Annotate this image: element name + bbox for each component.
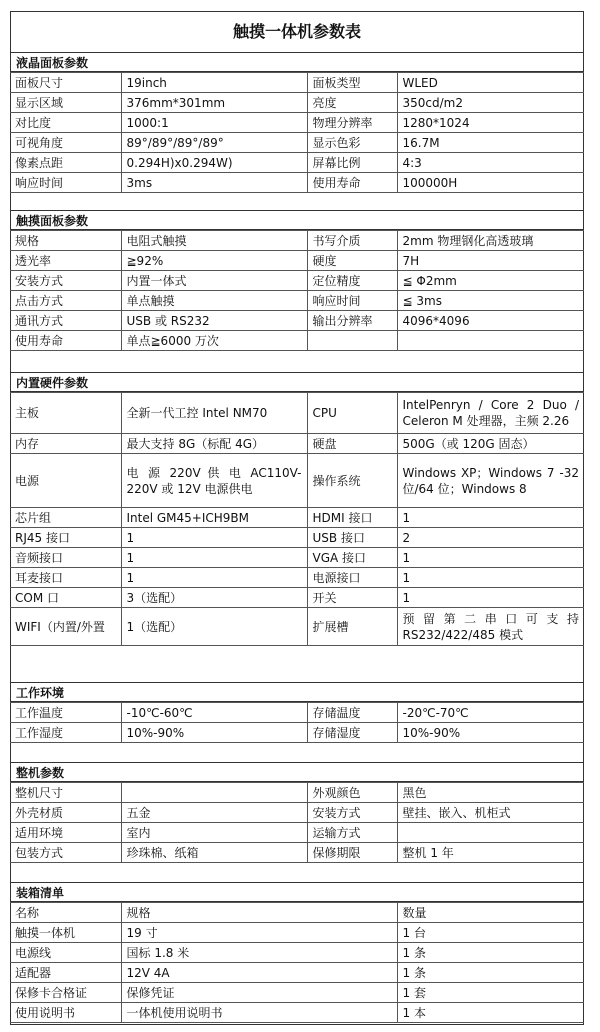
param-value-cell: 电阻式触摸 [121,231,307,251]
table-row [10,454,584,508]
param-label-cell: 点击方式 [10,291,121,311]
param-value-cell: 室内 [121,823,307,843]
param-label-cell: 存储湿度 [307,723,397,743]
param-value-cell: 黑色 [397,783,584,803]
param-label-cell: 定位精度 [307,271,397,291]
param-label-cell: 开关 [307,588,397,608]
param-label-cell: 输出分辨率 [307,311,397,331]
param-label-cell: HDMI 接口 [307,508,397,528]
item-qty-cell: 数量 [397,903,584,923]
param-value-cell: 1 [397,548,584,568]
table-row [10,943,584,963]
param-value-cell: ≦ Φ2mm [397,271,584,291]
param-value-cell: 3ms [121,173,307,193]
item-qty-cell: 1 本 [397,1003,584,1023]
param-value-cell: WLED [397,73,584,93]
param-label-cell: 显示色彩 [307,133,397,153]
spec-table [10,72,584,193]
table-row [10,588,584,608]
table-row [10,251,584,271]
param-value-cell: 电 源 220V 供 电 AC110V-220V 或 12V 电源供电 [121,454,307,508]
table-row [10,331,584,351]
param-label-cell: 音频接口 [10,548,121,568]
table-row [10,93,584,113]
spec-table [10,392,584,646]
param-label-cell: WIFI（内置/外置 [10,608,121,646]
param-label-cell: 响应时间 [307,291,397,311]
param-label-cell: 电源接口 [307,568,397,588]
param-label-cell: 存储温度 [307,703,397,723]
item-qty-cell: 1 条 [397,963,584,983]
param-label-cell: 屏幕比例 [307,153,397,173]
section-hardware [10,372,584,646]
param-label-cell: 包装方式 [10,843,121,863]
param-label-cell: 工作温度 [10,703,121,723]
param-value-cell: 19inch [121,73,307,93]
section-environment [10,682,584,743]
param-value-cell: 376mm*301mm [121,93,307,113]
param-label-cell: CPU [307,393,397,434]
param-value-cell: 16.7M [397,133,584,153]
param-label-cell: 规格 [10,231,121,251]
param-label-cell: 运输方式 [307,823,397,843]
param-value-cell: 100000H [397,173,584,193]
packing-table [10,902,584,1023]
param-label-cell: 硬盘 [307,434,397,454]
param-label-cell: 扩展槽 [307,608,397,646]
item-qty-cell: 1 套 [397,983,584,1003]
param-label-cell: 安装方式 [10,271,121,291]
param-label-cell: 显示区域 [10,93,121,113]
param-value-cell: 10%-90% [121,723,307,743]
section-heading: 液晶面板参数 [10,52,584,72]
param-label-cell: 透光率 [10,251,121,271]
sheet-title: 触摸一体机参数表 [232,22,361,41]
param-value-cell: 1 [397,508,584,528]
param-label-cell: 外观颜色 [307,783,397,803]
param-label-cell: 使用寿命 [307,173,397,193]
param-label-cell: 亮度 [307,93,397,113]
table-row [10,434,584,454]
param-value-cell: 壁挂、嵌入、机柜式 [397,803,584,823]
spec-table [10,702,584,743]
param-label-cell: 芯片组 [10,508,121,528]
section-packing-list [10,882,584,1023]
param-value-cell: -20℃-70℃ [397,703,584,723]
param-value-cell: 4096*4096 [397,311,584,331]
table-row [10,983,584,1003]
param-value-cell: 内置一体式 [121,271,307,291]
table-row [10,311,584,331]
table-row [10,173,584,193]
param-label-cell: 通讯方式 [10,311,121,331]
table-row [10,1003,584,1023]
item-name-cell: 电源线 [10,943,121,963]
spec-table [10,230,584,351]
table-row [10,723,584,743]
item-spec-cell: 规格 [121,903,397,923]
param-label-cell: RJ45 接口 [10,528,121,548]
param-value-cell: 1 [121,528,307,548]
param-value-cell: 1000:1 [121,113,307,133]
param-label-cell: 书写介质 [307,231,397,251]
item-spec-cell: 保修凭证 [121,983,397,1003]
param-value-cell: 1 [397,588,584,608]
item-spec-cell: 12V 4A [121,963,397,983]
param-value-cell: 500G（或 120G 固态） [397,434,584,454]
param-value-cell [397,331,584,351]
param-value-cell: 五金 [121,803,307,823]
param-label-cell: VGA 接口 [307,548,397,568]
table-row [10,528,584,548]
param-value-cell: USB 或 RS232 [121,311,307,331]
param-label-cell: 响应时间 [10,173,121,193]
param-value-cell [397,823,584,843]
table-row [10,703,584,723]
param-value-cell: 1 [121,568,307,588]
item-spec-cell: 一体机使用说明书 [121,1003,397,1023]
param-value-cell: IntelPenryn / Core 2 Duo / Celeron M 处理器，主频 2.26 [397,393,584,434]
param-label-cell: 可视角度 [10,133,121,153]
table-row [10,608,584,646]
table-row [10,923,584,943]
table-row [10,231,584,251]
param-value-cell: 10%-90% [397,723,584,743]
param-value-cell: 单点触摸 [121,291,307,311]
param-value-cell: 89°/89°/89°/89° [121,133,307,153]
param-value-cell: 2mm 物理钢化高透玻璃 [397,231,584,251]
param-value-cell: 珍珠棉、纸箱 [121,843,307,863]
param-label-cell: 像素点距 [10,153,121,173]
section-heading: 工作环境 [10,682,584,702]
section-lcd-panel [10,52,584,193]
table-row [10,803,584,823]
param-value-cell [121,783,307,803]
param-label-cell: 整机尺寸 [10,783,121,803]
param-label-cell: 安装方式 [307,803,397,823]
table-row [10,843,584,863]
item-spec-cell: 19 寸 [121,923,397,943]
param-label-cell: USB 接口 [307,528,397,548]
table-row [10,903,584,923]
table-row [10,393,584,434]
param-label-cell: 保修期限 [307,843,397,863]
param-label-cell: 内存 [10,434,121,454]
table-row [10,73,584,93]
param-value-cell: ≦ 3ms [397,291,584,311]
param-value-cell: 3（选配） [121,588,307,608]
section-touch-panel [10,210,584,351]
table-row [10,963,584,983]
param-value-cell: 单点≧6000 万次 [121,331,307,351]
param-value-cell: 1 [121,548,307,568]
param-label-cell: 硬度 [307,251,397,271]
param-value-cell: 最大支持 8G（标配 4G） [121,434,307,454]
section-heading: 装箱清单 [10,882,584,902]
param-label-cell [307,331,397,351]
param-label-cell: 外壳材质 [10,803,121,823]
table-row [10,783,584,803]
param-label-cell: COM 口 [10,588,121,608]
param-value-cell: 整机 1 年 [397,843,584,863]
param-value-cell: 0.294H)x0.294W) [121,153,307,173]
param-label-cell: 面板类型 [307,73,397,93]
param-label-cell: 主板 [10,393,121,434]
param-value-cell: Intel GM45+ICH9BM [121,508,307,528]
param-label-cell: 操作系统 [307,454,397,508]
item-name-cell: 保修卡合格证 [10,983,121,1003]
table-row [10,113,584,133]
section-heading: 整机参数 [10,762,584,782]
param-value-cell: 350cd/m2 [397,93,584,113]
param-label-cell: 工作湿度 [10,723,121,743]
item-name-cell: 名称 [10,903,121,923]
param-value-cell: -10℃-60℃ [121,703,307,723]
param-value-cell: 全新一代工控 Intel NM70 [121,393,307,434]
param-label-cell: 对比度 [10,113,121,133]
param-value-cell: ≧92% [121,251,307,271]
param-label-cell: 物理分辨率 [307,113,397,133]
table-row [10,133,584,153]
section-machine [10,762,584,863]
item-name-cell: 触摸一体机 [10,923,121,943]
item-spec-cell: 国标 1.8 米 [121,943,397,963]
item-name-cell: 适配器 [10,963,121,983]
param-label-cell: 适用环境 [10,823,121,843]
param-label-cell: 电源 [10,454,121,508]
table-row [10,153,584,173]
table-row [10,291,584,311]
section-heading: 内置硬件参数 [10,372,584,392]
param-value-cell: 4:3 [397,153,584,173]
table-row [10,568,584,588]
param-value-cell: 7H [397,251,584,271]
param-value-cell: 1（选配） [121,608,307,646]
param-label-cell: 使用寿命 [10,331,121,351]
item-name-cell: 使用说明书 [10,1003,121,1023]
param-label-cell: 面板尺寸 [10,73,121,93]
table-row [10,271,584,291]
table-row [10,508,584,528]
spec-table [10,782,584,863]
table-row [10,823,584,843]
param-value-cell: 预 留 第 二 串 口 可 支 持 RS232/422/485 模式 [397,608,584,646]
item-qty-cell: 1 台 [397,923,584,943]
param-value-cell: 2 [397,528,584,548]
param-value-cell: 1280*1024 [397,113,584,133]
item-qty-cell: 1 条 [397,943,584,963]
section-heading: 触摸面板参数 [10,210,584,230]
param-label-cell: 耳麦接口 [10,568,121,588]
param-value-cell: 1 [397,568,584,588]
table-row [10,548,584,568]
param-value-cell: Windows XP；Windows 7 -32 位/64 位；Windows 8 [397,454,584,508]
